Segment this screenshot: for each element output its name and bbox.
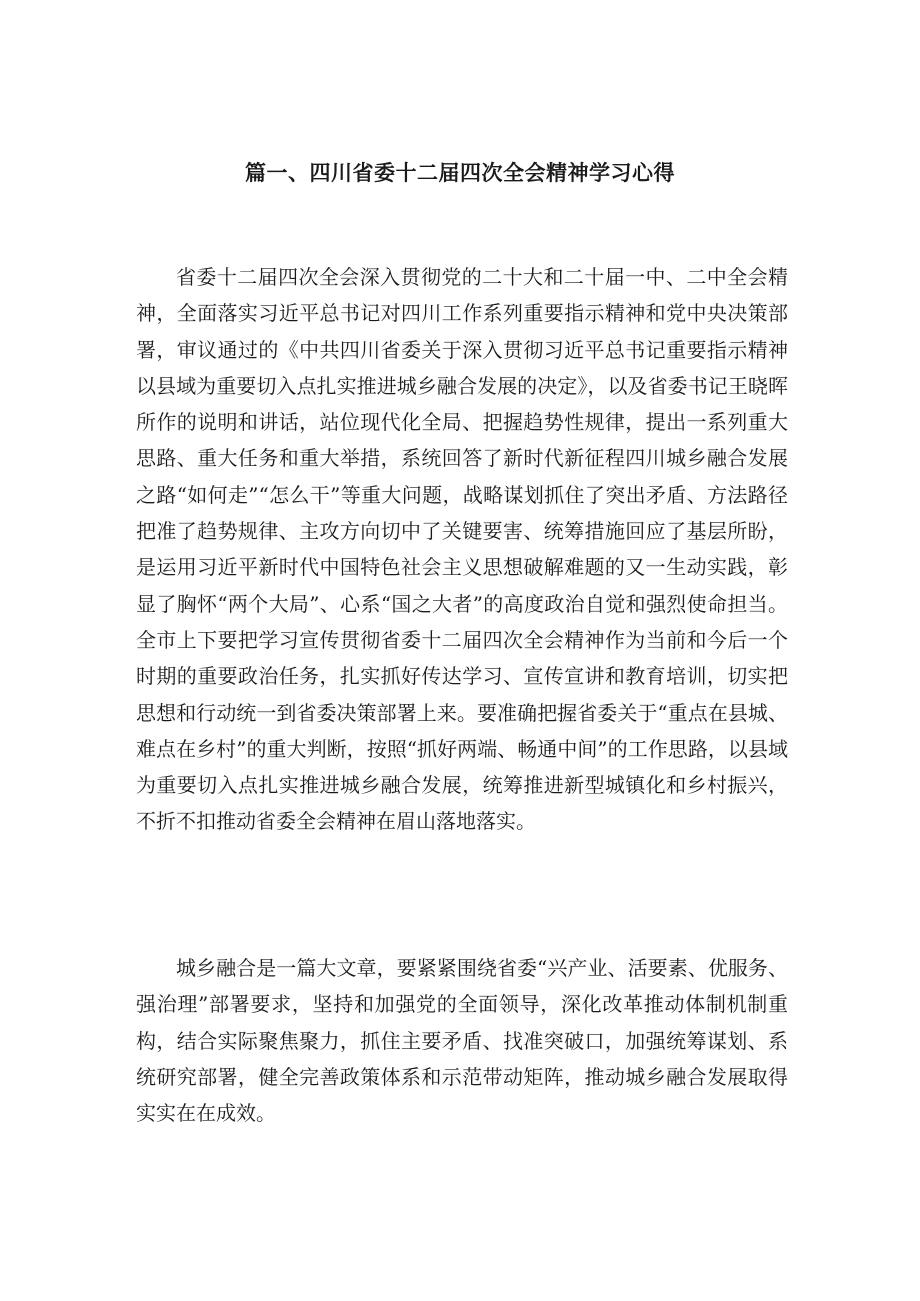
body-paragraph-1: 省委十二届四次全会深入贯彻党的二十大和二十届一中、二中全会精神，全面落实习近平总书记对四川工作系列重要指示精神和党中央决策部署，审议通过的《中共四川省委关于深入贯彻习近平总书记重要指示精神以县域为重要切入点扎实推进城乡融合发展的决定》，以及省委书记王晓晖所作的说明和讲话，站位现代化全局、把握趋势性规律，提出一系列重大思路、重大任务和重大举措，系统回答了新时代新征程四川城乡融合发展之路“如何走”“怎么干”等重大问题，战略谋划抓住了突出矛盾、方法路径把准了趋势规律、主攻方向切中了关键要害、统筹措施回应了基层所盼，是运用习近平新时代中国特色社会主义思想破解难题的又一生动实践，彰显了胸怀“两个大局”、心系“国之大者”的高度政治自觉和强烈使命担当。全市上下要把学习宣传贯彻省委十二届四次全会精神作为当前和今后一个时期的重要政治任务，扎实抓好传达学习、宣传宣讲和教育培训，切实把思想和行动统一到省委决策部署上来。要准确把握省委关于“重点在县城、难点在乡村”的重大判断，按照“抓好两端、畅通中间”的工作思路，以县域为重要切入点扎实推进城乡融合发展，统筹推进新型城镇化和乡村振兴，不折不扣推动省委全会精神在眉山落地落实。 bbox=[136, 265, 788, 834]
body-paragraph-2: 城乡融合是一篇大文章，要紧紧围绕省委“兴产业、活要素、优服务、强治理”部署要求，坚持和加强党的全面领导，深化改革推动体制机制重构，结合实际聚焦聚力，抓住主要矛盾、找准突破口，加强统筹谋划、系统研究部署，健全完善政策体系和示范带动矩阵，推动城乡融合发展取得实实在在成效。 bbox=[136, 956, 788, 1126]
document-title: 篇一、四川省委十二届四次全会精神学习心得 bbox=[245, 161, 675, 185]
